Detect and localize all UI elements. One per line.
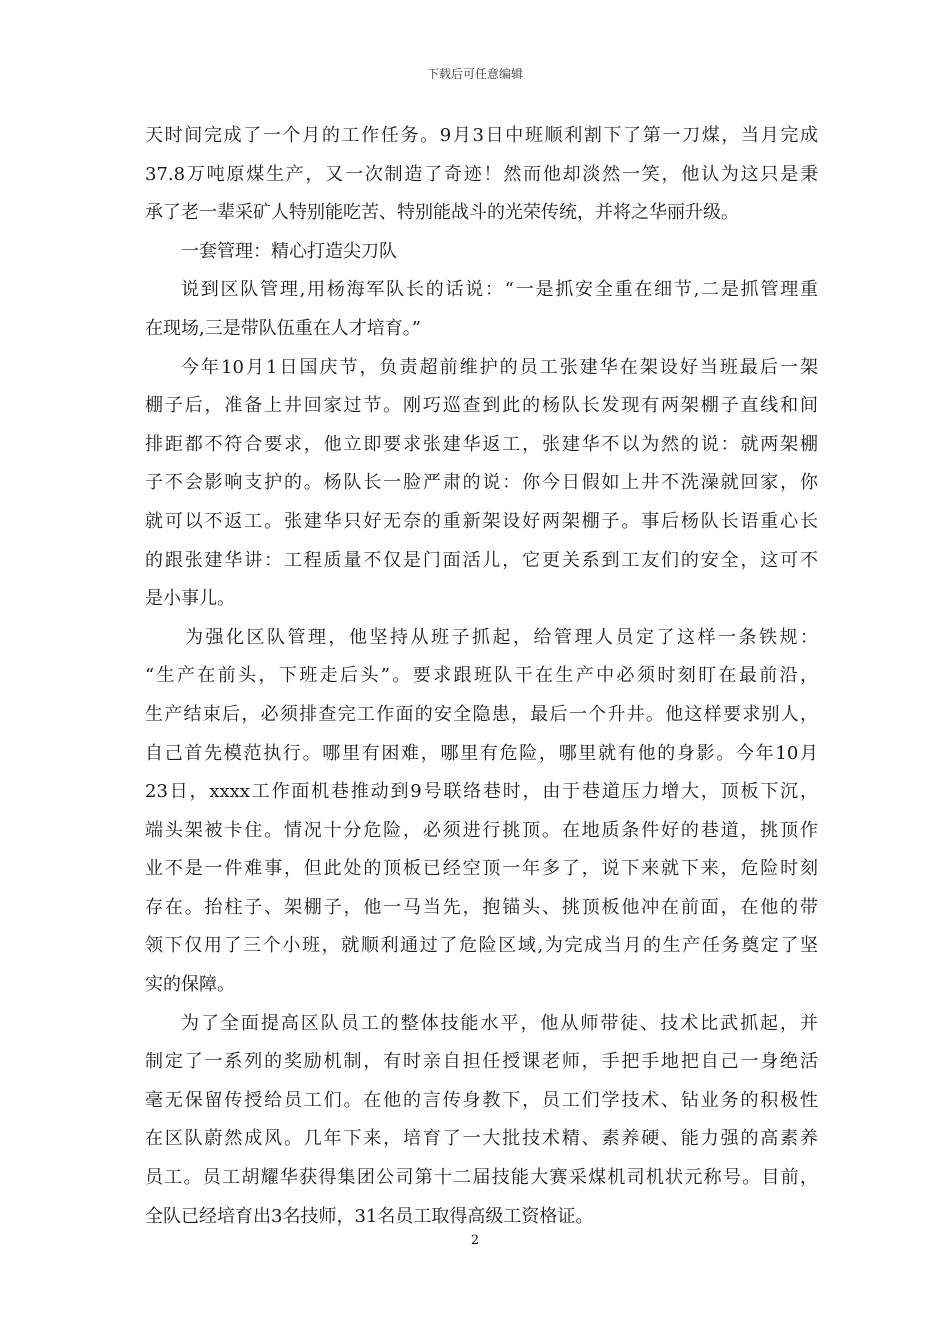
text-line: 自己首先模范执行。哪里有困难，哪里有危险，哪里就有他的身影。今年10月 [145, 742, 818, 764]
text-line: “生产在前头，下班走后头”。要求跟班队干在生产中必须时刻盯在最前沿， [145, 665, 818, 687]
text-line: 子不会影响支护的。杨队长一脸严肃的说：你今日假如上井不洗澡就回家，你 [145, 472, 818, 494]
text-line: 棚子后，准备上井回家过节。刚巧巡查到此的杨队长发现有两架棚子直线和间 [145, 395, 818, 417]
text-line: 的跟张建华讲：工程质量不仅是门面活儿，它更关系到工友们的安全，这可不 [145, 549, 818, 571]
text-line: 存在。抬柱子、架棚子，他一马当先，抱锚头、挑顶板他冲在前面，在他的带 [145, 896, 818, 918]
text-line: 实的保障。 [145, 974, 235, 996]
text-line: 就可以不返工。张建华只好无奈的重新架设好两架棚子。事后杨队长语重心长 [145, 510, 818, 532]
text-line: 今年10月1日国庆节，负责超前维护的员工张建华在架设好当班最后一架 [181, 356, 818, 378]
text-line: 员工。员工胡耀华获得集团公司第十二届技能大赛采煤机司机状元称号。目前， [145, 1167, 818, 1189]
text-line: 排距都不符合要求，他立即要求张建华返工，张建华不以为然的说：就两架棚 [145, 433, 818, 455]
text-line: 23日，xxxx工作面机巷推动到9号联络巷时，由于巷道压力增大，顶板下沉， [145, 781, 818, 803]
text-line: 业不是一件难事，但此处的顶板已经空顶一年多了，说下来就下来，危险时刻 [145, 858, 818, 880]
text-line: 领下仅用了三个小班，就顺利通过了危险区域,为完成当月的生产任务奠定了坚 [145, 935, 818, 957]
text-line: 为强化区队管理，他坚持从班子抓起，给管理人员定了这样一条铁规： [185, 626, 818, 648]
text-line: 37.8万吨原煤生产，又一次制造了奇迹！然而他却淡然一笑，他认为这只是秉 [145, 163, 818, 185]
body-text [145, 117, 818, 1236]
text-line: 端头架被卡住。情况十分危险，必须进行挑顶。在地质条件好的巷道，挑顶作 [145, 819, 818, 841]
text-line: 在区队蔚然成风。几年下来，培育了一大批技术精、素养硬、能力强的高素养 [145, 1128, 818, 1150]
text-line: 全队已经培育出3名技师，31名员工取得高级工资格证。 [145, 1205, 594, 1227]
text-line: 生产结束后，必须排查完工作面的安全隐患，最后一个升井。他这样要求别人， [145, 703, 818, 725]
text-line: 是小事儿。 [145, 588, 235, 610]
text-line: 在现场,三是带队伍重在人才培育。” [145, 317, 421, 339]
text-line: 毫无保留传授给员工们。在他的言传身教下，员工们学技术、钻业务的积极性 [145, 1089, 818, 1111]
text-line: 说到区队管理,用杨海军队长的话说：“一是抓安全重在细节,二是抓管理重 [181, 279, 818, 301]
text-line: 为了全面提高区队员工的整体技能水平，他从师带徒、技术比武抓起，并 [181, 1012, 818, 1034]
section-heading: 一套管理：精心打造尖刀队 [181, 240, 397, 262]
text-line: 承了老一辈采矿人特别能吃苦、特别能战斗的光荣传统，并将之华丽升级。 [145, 202, 739, 224]
page-header: 下载后可任意编辑 [426, 67, 523, 81]
text-line: 制定了一系列的奖励机制，有时亲自担任授课老师，手把手地把自己一身绝活 [145, 1051, 818, 1073]
text-line: 天时间完成了一个月的工作任务。9月3日中班顺利割下了第一刀煤，当月完成 [145, 125, 818, 146]
page-number: 2 [470, 1233, 480, 1248]
